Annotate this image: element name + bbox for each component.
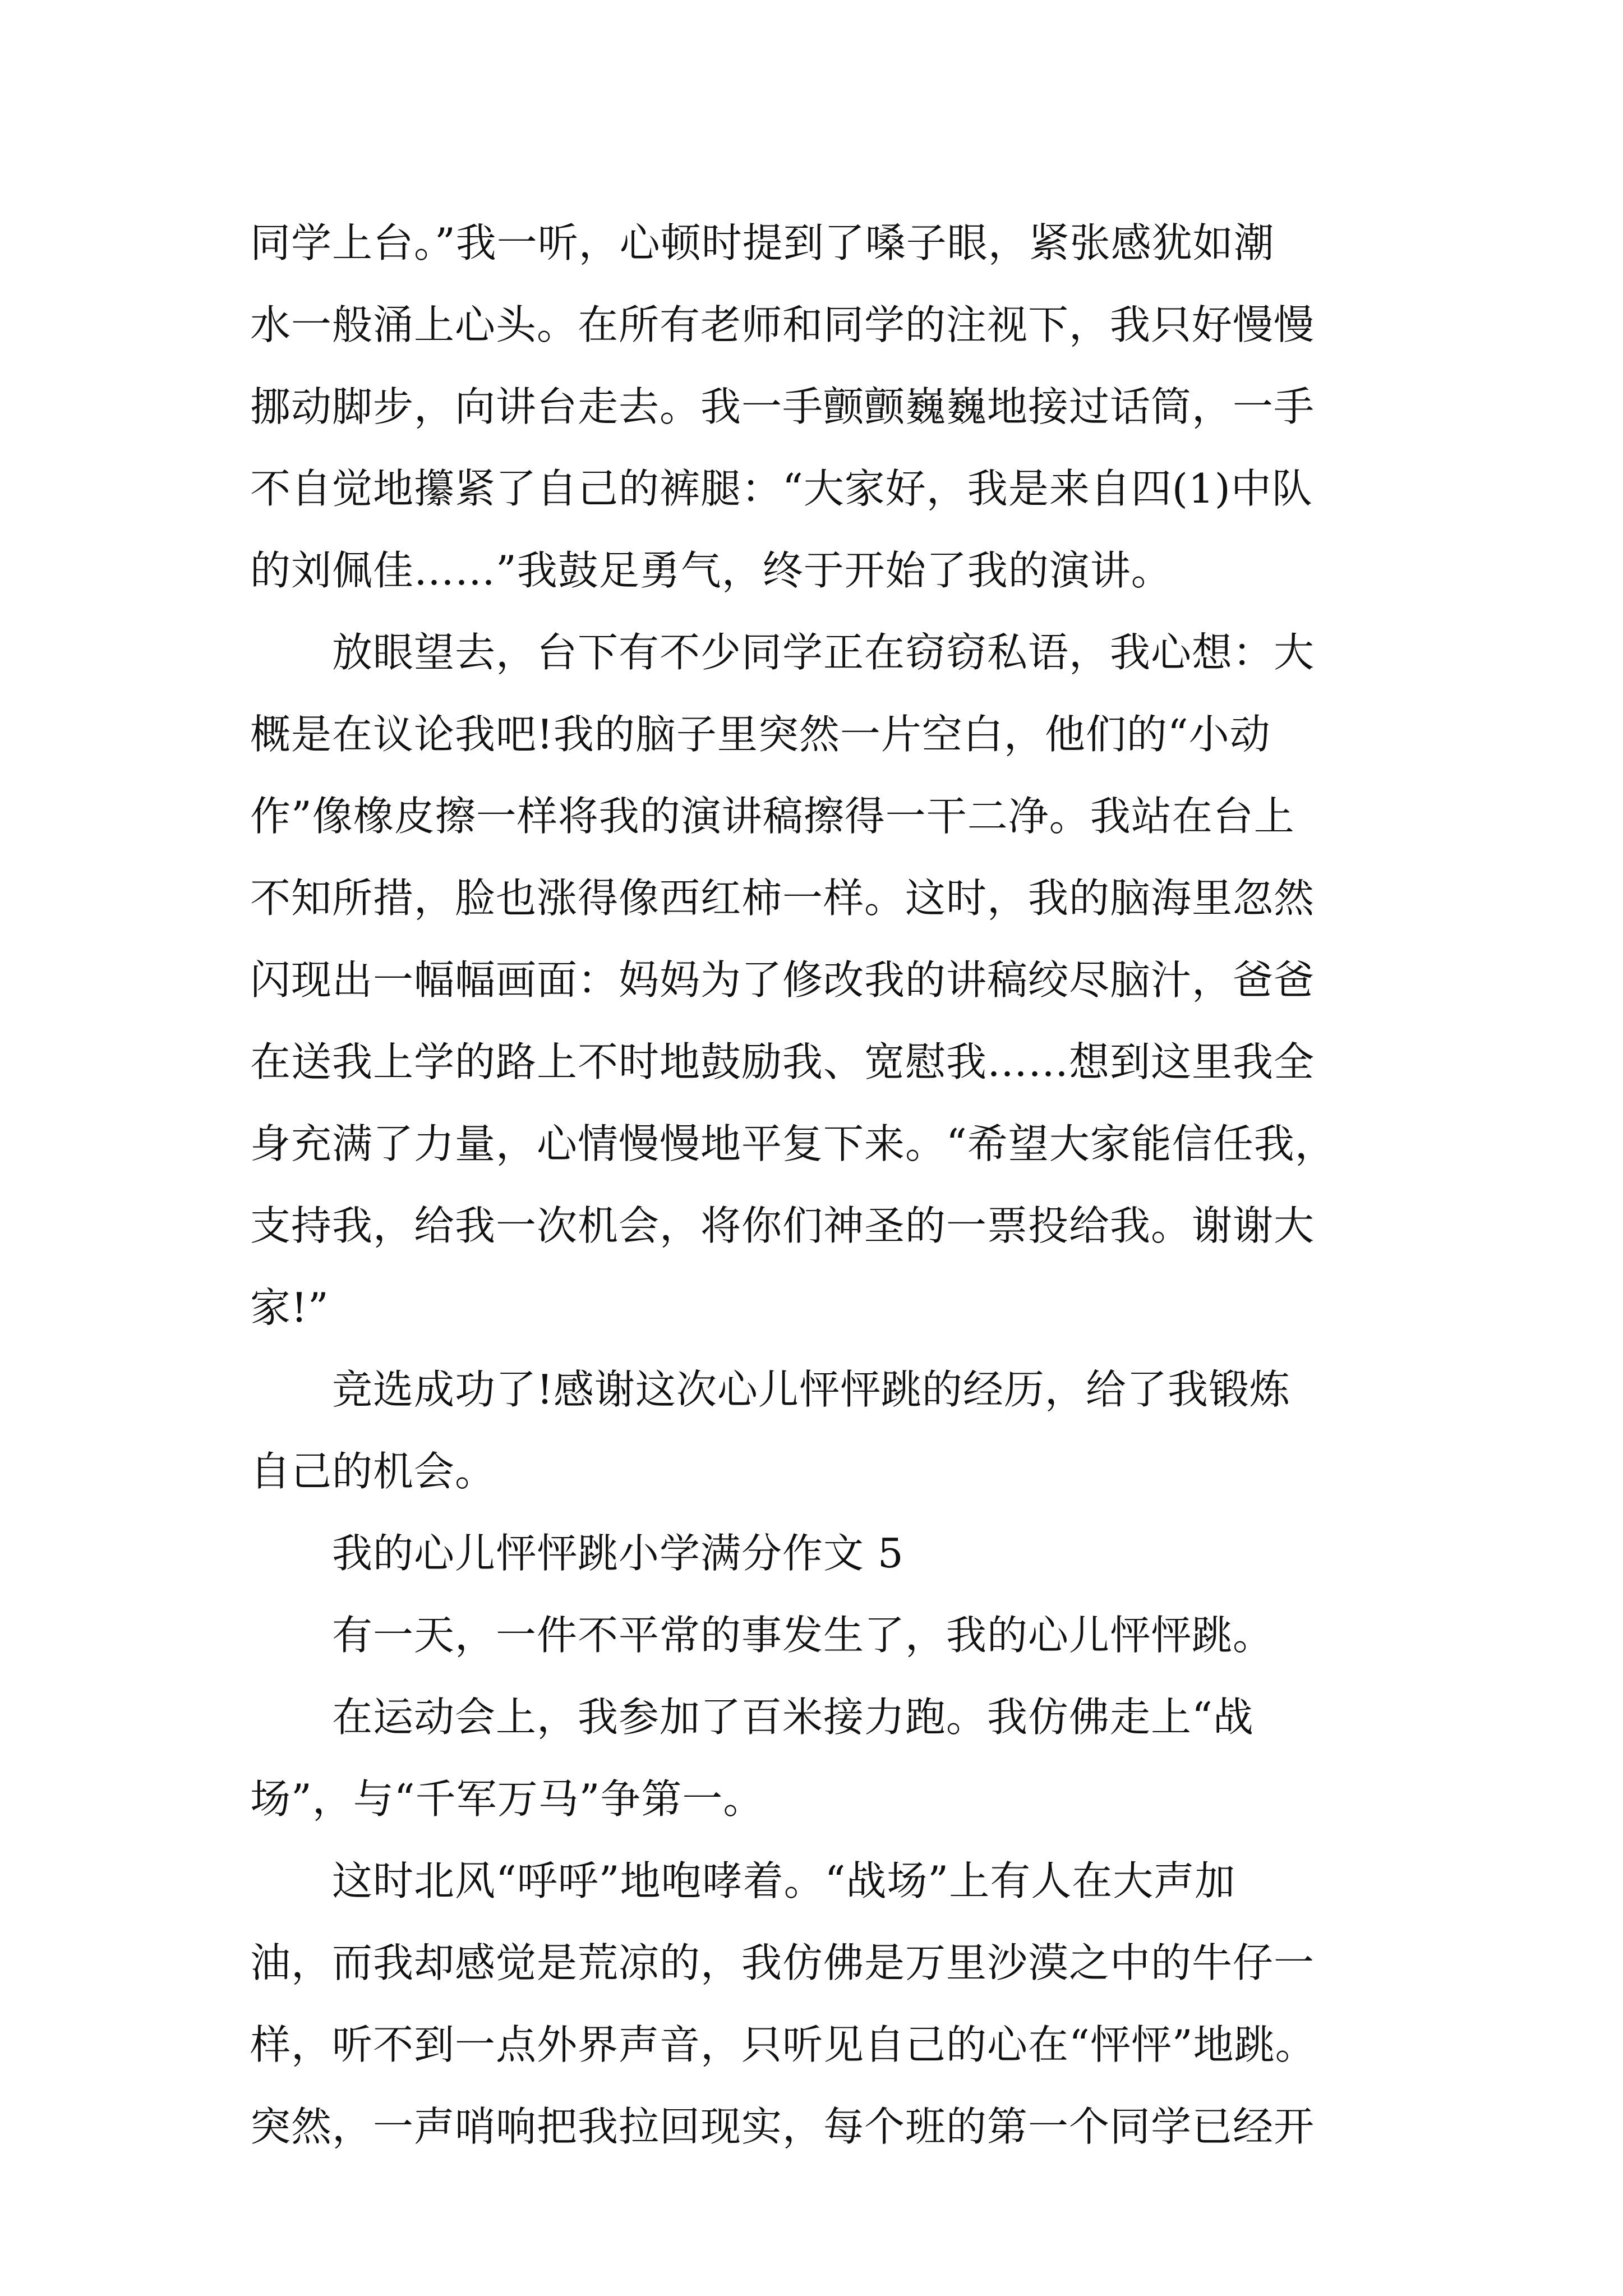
text-line: 水一般涌上心头。在所有老师和同学的注视下，我只好慢慢 [250,301,1315,348]
text-line: 挪动脚步，向讲台走去。我一手颤颤巍巍地接过话筒，一手 [250,383,1315,430]
text-line: 同学上台。”我一听，心顿时提到了嗓子眼，紧张感犹如潮 [250,219,1275,266]
document-body [250,202,1389,2168]
text-line: 在送我上学的路上不时地鼓励我、宽慰我……想到这里我全 [250,1038,1315,1085]
text-line: 概是在议论我吧!我的脑子里突然一片空白，他们的“小动 [250,711,1271,758]
text-line: 场”，与“千军万马”争第一。 [250,1775,764,1823]
text-line: 家!” [250,1284,329,1331]
text-line: 自己的机会。 [250,1448,496,1495]
text-line: 闪现出一幅幅画面：妈妈为了修改我的讲稿绞尽脑汁，爸爸 [250,956,1315,1004]
text-line: 作”像橡皮擦一样将我的演讲稿擦得一干二净。我站在台上 [250,793,1295,840]
text-line: 不自觉地攥紧了自己的裤腿：“大家好，我是来自四(1)中队 [250,465,1313,512]
text-line: 样，听不到一点外界声音，只听见自己的心在“怦怦”地跳。 [250,2021,1316,2068]
paragraph-first-line: 在运动会上，我参加了百米接力跑。我仿佛走上“战 [332,1694,1254,1741]
paragraph-first-line: 竞选成功了!感谢这次心儿怦怦跳的经历，给了我锻炼 [332,1366,1290,1413]
text-line: 支持我，给我一次机会，将你们神圣的一票投给我。谢谢大 [250,1202,1315,1249]
text-line: 的刘佩佳……”我鼓足勇气，终于开始了我的演讲。 [250,547,1172,594]
text-line: 不知所措，脸也涨得像西红柿一样。这时，我的脑海里忽然 [250,875,1315,922]
text-line: 突然，一声哨响把我拉回现实，每个班的第一个同学已经开 [250,2103,1315,2150]
paragraph-first-line: 这时北风“呼呼”地咆哮着。“战场”上有人在大声加 [332,1857,1236,1904]
text-line: 身充满了力量，心情慢慢地平复下来。“希望大家能信任我， [250,1120,1336,1167]
text-line: 油，而我却感觉是荒凉的，我仿佛是万里沙漠之中的牛仔一 [250,1939,1315,1986]
section-title: 我的心儿怦怦跳小学满分作文 5 [332,1530,904,1577]
paragraph-first-line: 有一天，一件不平常的事发生了，我的心儿怦怦跳。 [332,1612,1274,1659]
paragraph-first-line: 放眼望去，台下有不少同学正在窃窃私语，我心想：大 [332,629,1315,676]
